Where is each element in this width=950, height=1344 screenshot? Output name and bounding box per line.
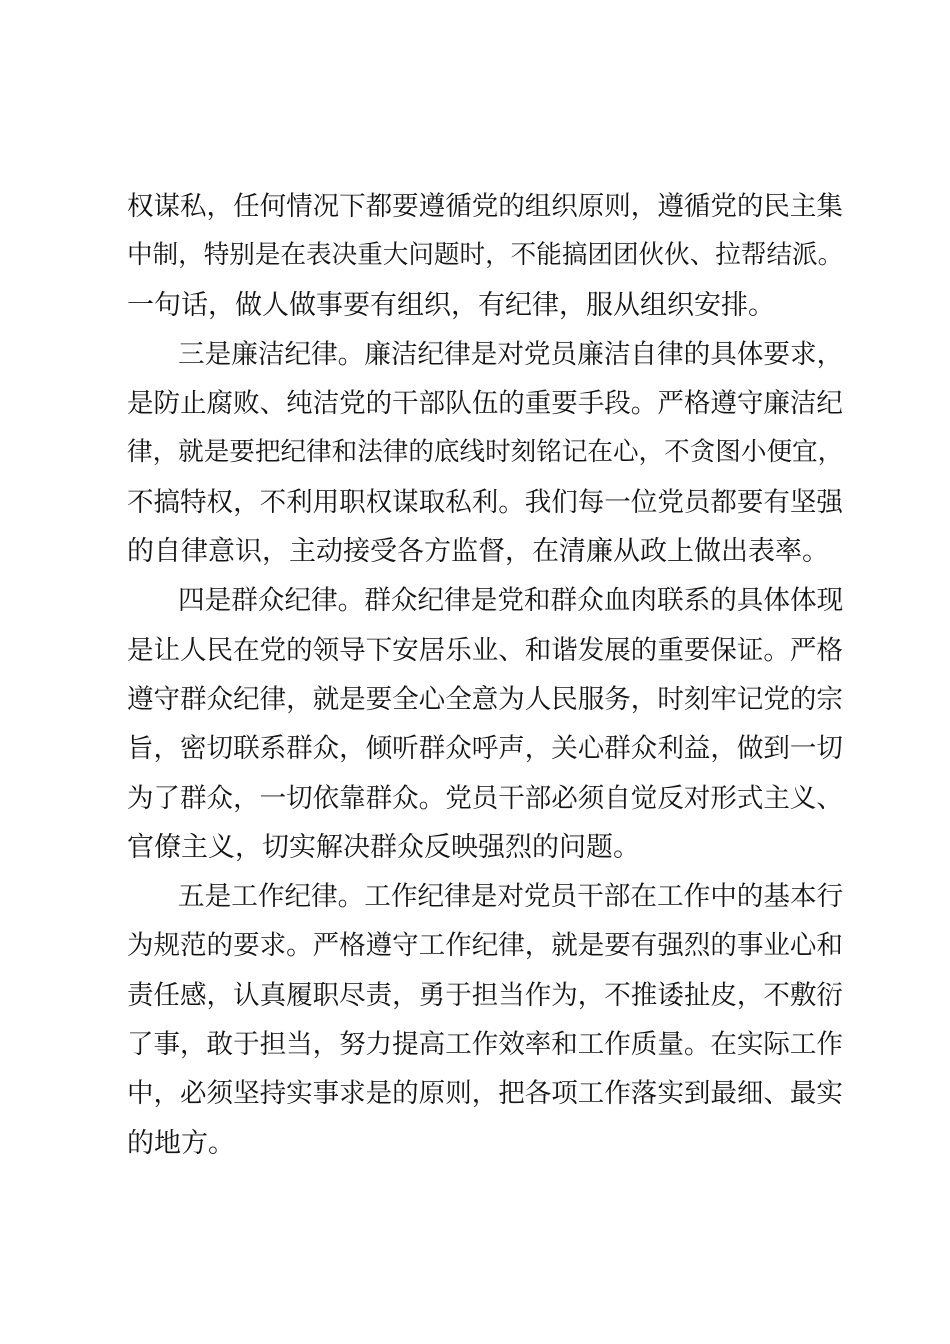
text-line: 为规范的要求。严格遵守工作纪律，就是要有强烈的事业心和 [127, 930, 843, 962]
text-line: 是让人民在党的领导下安居乐业、和谐发展的重要保证。严格 [127, 634, 843, 666]
text-line: 为了群众，一切依靠群众。党员干部必须自觉反对形式主义、 [127, 782, 843, 814]
paragraph-start-line: 三是廉洁纪律。廉洁纪律是对党员廉洁自律的具体要求， [178, 338, 844, 370]
text-line: 中制，特别是在表决重大问题时，不能搞团团伙伙、拉帮结派。 [127, 240, 844, 271]
text-line: 旨，密切联系群众，倾听群众呼声，关心群众利益，做到一切 [127, 733, 843, 765]
text-line: 律，就是要把纪律和法律的底线时刻铭记在心，不贪图小便宜， [127, 437, 844, 468]
text-line: 官僚主义，切实解决群众反映强烈的问题。 [127, 831, 640, 863]
text-line: 中，必须坚持实事求是的原则，把各项工作落实到最细、最实 [127, 1078, 843, 1110]
text-line: 权谋私，任何情况下都要遵循党的组织原则，遵循党的民主集 [127, 191, 843, 222]
text-line: 一句话，做人做事要有组织，有纪律，服从组织安排。 [127, 289, 775, 321]
text-line: 的自律意识，主动接受各方监督，在清廉从政上做出表率。 [127, 536, 829, 568]
text-line: 遵守群众纪律，就是要全心全意为人民服务，时刻牢记党的宗 [127, 683, 843, 715]
body-text [127, 182, 847, 1168]
paragraph-start-line: 四是群众纪律。群众纪律是党和群众血肉联系的具体体现 [178, 585, 844, 617]
text-line: 是防止腐败、纯洁党的干部队伍的重要手段。严格遵守廉洁纪 [127, 388, 843, 420]
text-line: 不搞特权，不利用职权谋取私利。我们每一位党员都要有坚强 [127, 486, 843, 518]
paragraph-start-line: 五是工作纪律。工作纪律是对党员干部在工作中的基本行 [178, 881, 844, 913]
text-line: 的地方。 [127, 1127, 235, 1159]
text-line: 责任感，认真履职尽责，勇于担当作为，不推诿扯皮，不敷衍 [127, 979, 843, 1011]
text-line: 了事，敢于担当，努力提高工作效率和工作质量。在实际工作 [127, 1029, 843, 1061]
